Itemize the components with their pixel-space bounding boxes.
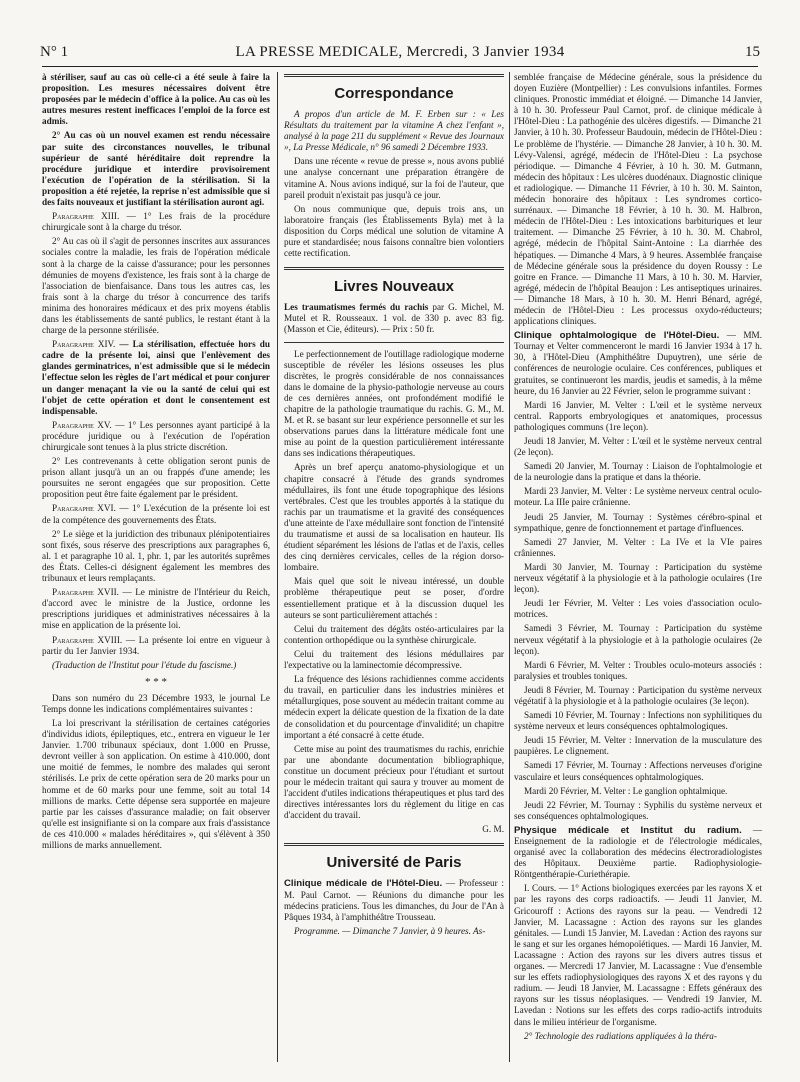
book-details: par G. Michel, M. Mutel et R. Rousseaux. 1 vol. de 330 p. avec 83 fig. (Masson et Cie, éditeurs). — Prix : 50 fr. [284,302,505,335]
subheading: Physique médicale et Institut du radium. [514,824,742,836]
paragraph: 2° Les contrevenants à cette obligation seront punis de prison allant jusqu'à un an ou frappés d'une amende; les poursuites ne seront engagées que sur proposition. Cette proposition peut être faite également par le président. [42,456,270,500]
paragraph-text: — MM. Tournay et Velter commenceront le mardi 16 Janvier 1934 à 17 h. 30, à l'Hôtel-Dieu (Amphithéâtre Dupuytren), une série de conférences de neurologie oculaire. Ces conférences, publiques et gratuites, se continueront les mardis, jeudis et samedis, à la même heure, du 16 Janvier au 22 Février, selon le programme suivant : [514,330,763,396]
paragraph [42,339,270,417]
paragraph [284,878,504,922]
paragraph: Celui du traitement des dégâts ostéo-articulaires par la contention orthopédique ou la synthèse chirurgicale. [284,623,504,645]
page-header [40,44,760,68]
livres-heading: Livres Nouveaux [333,278,455,296]
paragraph [514,825,762,880]
paragraph-text: — Professeur : M. Paul Carnot. — Réunions du dimanche pour les médecins praticiens. Tous les dimanches, du Jour de l'An à Pâques 1934, à l'amphithéâtre Trousseau. [284,878,504,922]
list-item: Samedi 27 Janvier, M. Velter : La IVe et la VIe paires crâniennes. [514,536,762,558]
paragraph: I. Cours. — 1° Actions biologiques exercées par les rayons X et par les rayons des corps radioactifs. — Jeudi 11 Janvier, M. Gricouroff : Actions des rayons sur la peau. — Vendredi 12 Janvier, M. Lacassagne : Action des rayons sur les glandes génitales. — Lundi 15 Janvier, M. Lavedan : Action des rayons sur le sang et sur les organes hémopoïétiques. — Mardi 16 Janvier, M. Lacassagne : Action des rayons sur les divers autres tissus et organes. — Mercredi 17 Janvier, M. Lacassagne : Vue d'ensemble sur les effets radiophysiologiques des rayons X et des rayons γ du radium. — Jeudi 18 Janvier, M. Lacassagne : Effets généraux des rayons sur les tissus néoplasiques. — Vendredi 19 Janvier, M. Lavedan : Notions sur les effets des corps radio-actifs introduits dans le milieu intérieur de l'organisme. [514,883,762,1027]
list-item: Samedi 20 Janvier, M. Tournay : Liaison de l'ophtalmologie et de la neurologie dans la pratique et dans la théorie. [514,461,762,483]
list-item: Samedi 3 Février, M. Tournay : Participation du système nerveux végétatif à la physiologie et à la pathologie oculaires (2e leçon). [514,623,762,656]
paragraph: 2° Au cas où un nouvel examen est rendu nécessaire par suite des circonstances nouvelles, le tribunal supérieur de santé héréditaire doit reprendre la procédure juridique et interdire provisoirement l'exécution de l'opération de la stérilisation. Si la proposition a été rejetée, la reprise n'est admissible que si des faits nouveaux et justifiant la stérilisation auront agi. [42,130,270,208]
paragraph: Celui du traitement des lésions médullaires par l'expectative ou la laminectomie décompressive. [284,648,504,671]
paragraph: semblée française de Médecine générale, sous la présidence du doyen Euzière (Montpellier) : Les convulsions infantiles. Formes cliniques. Pronostic immédiat et éloigné. — Dimanche 14 Janvier, à 10 h. 30. Professeur Paul Carnot, prof. de clinique médicale à l'Hôtel-Dieu : La pathogénie des ulcères digestifs. — Dimanche 21 Janvier, à 10 h. 30. Professeur Baudouin, médecin de l'Hôtel-Dieu : Le problème de l'hystérie. — Dimanche 28 Janvier, à 10 h. 30. M. Lévy-Valensi, agrégé, médecin de l'Hôtel-Dieu : La psychose périodique. — Dimanche 4 Février, à 10 h. 30. M. Gutmann, médecin des hôpitaux : Les ulcères duodénaux. Diagnostic clinique et radiologique. — Dimanche 11 Février, à 10 h. 30. M. Sainton, médecin honoraire des hôpitaux : Les syndromes cortico-surrénaux. — Dimanche 18 Février, à 10 h. 30. M. Halbron, médecin de l'Hôtel-Dieu : Les intoxications barbituriques et leur traitement. — Dimanche 25 Février, à 10 h. 30. M. Chabrol, agrégé, médecin de l'hôpital Saint-Antoine : La diarrhée des hépatiques. — Dimanche 4 Mars, à 9 heures. Assemblée française de Médecine générale sous la présidence du doyen Roussy : Le goitre en France. — Dimanche 11 Mars, à 10 h. 30. M. Harvier, agrégé, médecin de l'hôpital Beaujon : Les antiseptiques urinaires. — Dimanche 18 Mars, à 10 h. 30. M. Henri Bénard, agrégé, médecin de l'Hôtel-Dieu : Les processus oxydo-réducteurs; applications cliniques. [514,72,762,327]
column-divider-2 [509,72,510,1062]
book-title: Les traumatismes fermés du rachis [284,302,429,313]
paragraph [42,503,270,525]
paragraph-text: — Le ministre de l'Intérieur du Reich, d'accord avec le ministre de la Justice, ordonne les prescriptions juridiques et administratives nécessaires à la mise en application de la présente loi. [42,587,270,631]
header-rule [42,66,758,67]
correspondance-heading: Correspondance [334,85,454,102]
list-item: Mardi 20 Février, M. Velter : Le ganglion ophtalmique. [524,785,728,796]
paragraph: 2° Technologie des radiations appliquées à la théra- [524,1030,717,1041]
list-item: Samedi 17 Février, M. Tournay : Affections nerveuses d'origine vasculaire et leurs conséquences ophtalmologiques. [514,760,762,782]
paragraph: Le perfectionnement de l'outillage radiologique moderne susceptible de révéler les lésions osseuses les plus discrètes, le progrès considérable de nos connaissances dans le domaine de la physio-pathologie nerveuse au cours de ces dernières années, ont profondément modifié le chapitre de la pathologie traumatique du rachis. G. M., M. M. et R. se basant sur leur expérience personnelle et sur les observations parues dans la littérature médicale font une mise au point de la question particulièrement intéressante dans ses indications thérapeutiques. [284,348,504,459]
paragraph [42,420,270,453]
paragraph: à stériliser, sauf au cas où celle-ci a été seule à faire la proposition. Les mesures nécessaires doivent être proposées par le médecin d'office à la police. Au cas où les autres mesures restent inefficaces l'emploi de la force est admis. [42,72,270,127]
paragraph-text: — 1° Les frais de la procédure chirurgicale sont à la charge du trésor. [42,211,270,233]
list-item: Mardi 6 Février, M. Velter : Troubles oculo-moteurs associés : paralysies et troubles toniques. [514,659,762,681]
list-item: Mardi 16 Janvier, M. Velter : L'œil et le système nerveux central. Rapports embryologiques et anatomiques, processus pathologiques communs (1re leçon). [514,399,762,432]
paragraph-text: — 1° L'exécution de la présente loi est de la compétence des gouvernements des États. [42,503,270,525]
list-item: Samedi 10 Février, M. Tournay : Infections non syphilitiques du système nerveux et leurs conséquences ophtalmologiques. [514,710,762,732]
paragraph-label: Paragraphe XIV. [52,339,116,350]
list-item: Mardi 23 Janvier, M. Velter : Le système nerveux central oculo-moteur. La IIIe paire crânienne. [514,486,762,508]
paragraph-text: — La présente loi entre en vigueur à partir du 1er Janvier 1934. [42,634,270,656]
journal-title: LA PRESSE MEDICALE, Mercredi, 3 Janvier 1934 [235,44,565,60]
list-item: Jeudi 22 Février, M. Tournay : Syphilis du système nerveux et ses conséquences ophtalmologiques. [514,799,762,821]
paragraph-label: Paragraphe XVIII. [52,634,123,645]
subheading: Clinique médicale de l'Hôtel-Dieu. [284,878,443,890]
paragraph: 2° Au cas où il s'agit de personnes inscrites aux assurances sociales contre la maladie, les frais de l'opération médicale sont à la charge de la caisse d'assurance; pour les personnes démunies de moyens d'existence, les frais sont à la charge de l'association de bienfaisance. Dans tous les autres cas, les frais sont à la charge du trésor à concurrence des tarifs minima des honoraires médicaux et des prix moyens établis dans les établissements de santé publics, le restant étant à la charge de la personne stérilisée. [42,236,270,336]
column-3 [514,72,762,1045]
paragraph-text: — 1° Les personnes ayant participé à la procédure juridique ou à l'exécution de l'opération chirurgicale sont tenues à la plus stricte discrétion. [42,419,270,452]
paragraph: Après un bref aperçu anatomo-physiologique et un chapitre consacré à l'étude des grands syndromes médullaires, ils font une étude topographique des lésions vertébrales. C'est que les troubles apportés à la statique du rachis par un traumatisme et la gravité des conséquences d'une atteinte de l'axe médullaire sont fonction de l'intensité du traumatisme et aussi de sa localisation en hauteur. Ils étudient séparément les lésions de l'atlas et de l'axis, celles des cinq dernières cervicales, celles de la région dorso-lombaire. [284,462,504,573]
list-item: Jeudi 1er Février, M. Velter : Les voies d'association oculo-motrices. [514,598,762,620]
section-rule [284,74,504,77]
translation-note: (Traduction de l'Institut pour l'étude du fascisme.) [52,659,237,670]
section-rule [284,843,504,846]
paragraph [42,635,270,657]
issue-number: N° 1 [40,44,69,60]
book-reference [284,302,504,335]
paragraph-text: — Enseignement de la radiologie et de l'électrologie médicales, organisé avec la collaboration des médecins électroradiologistes des Hôpitaux. Deuxième partie. Radiophysiologie-Röntgenthérapie-Curiethérapie. [514,824,762,880]
paragraph: Dans une récente « revue de presse », nous avons publié une analyse concernant une préparation étrangère de vitamine A. Nous avions indiqué, sur la foi de l'auteur, que pareil produit n'existait pas jusqu'à ce jour. [284,156,504,200]
subheading: Clinique ophtalmologique de l'Hôtel-Dieu. [514,330,720,342]
paragraph-text: — La stérilisation, effectuée hors du cadre de la présente loi, ainsi que l'enlèvement des glandes germinatrices, n'est admissible que si le médecin l'effectue selon les règles de l'art médical et pour conjurer un danger menaçant la vie ou la santé de celui qui est l'objet de cette opération et dont le consentement est indispensable. [42,339,270,416]
page-number: 15 [745,44,760,60]
paragraph [42,211,270,233]
universite-heading: Université de Paris [326,854,462,872]
list-item: Jeudi 15 Février, M. Velter : Innervation de la musculature des paupières. Le clignement. [514,735,762,757]
paragraph: La fréquence des lésions rachidiennes comme accidents du travail, en particulier dans les industries minières et métallurgiques, pose souvent au médecin traitant comme au médecin expert la délicate question de la fixation de la date de consolidation et du pourcentage d'invalidité; un chapitre important a été consacré à cette étude. [284,674,504,740]
paragraph: Programme. — Dimanche 7 Janvier, à 9 heures. As- [294,925,486,936]
list-item: Mardi 30 Janvier, M. Tournay : Participation du système nerveux végétatif à la physiologie et à la pathologie oculaires (1re leçon). [514,561,762,595]
paragraph: Cette mise au point des traumatismes du rachis, enrichie par une abondante documentation bibliographique, constitue un document précieux pour l'étudiant et surtout pour le médecin traitant qui saura y trouver au moment de l'accident d'utiles indications thérapeutiques et plus tard des directives intéressantes lors du règlement du litige en cas d'accident du travail. [284,743,504,821]
paragraph: Mais quel que soit le niveau intéressé, un double problème thérapeutique peut se poser, d'ordre essentiellement pratique et à la discussion duquel les auteurs se sont particulièrement attachés : [284,576,504,620]
paragraph: 2° Le siège et la juridiction des tribunaux plénipotentiaires sont fixés, sous réserve des prescriptions aux paragraphes 6, al. 1 et paragraphe 10 al. 1, phr. 1, par les autorités suprêmes des États. Celles-ci désignent également les membres des tribunaux et leurs remplaçants. [42,528,270,584]
paragraph-label: Paragraphe XVI. [52,503,116,514]
paragraph: A propos d'un article de M. F. Erben sur : « Les Résultats du traitement par la vitamine A chez l'enfant », analysé à la page 211 du supplément « Revue des Journaux », La Presse Médicale, n° 96 samedi 2 Décembre 1933. [284,109,504,153]
paragraph-label: Paragraphe XV. [52,419,112,430]
paragraph-label: Paragraphe XVII. [52,587,119,598]
column-divider-1 [277,72,278,1062]
paragraph-label: Paragraphe XIII. [52,211,120,222]
column-1 [42,72,270,854]
section-stars: * * * [145,675,167,688]
list-item: Jeudi 25 Janvier, M. Tournay : Systèmes cérébro-spinal et sympathique, genre de fonctionnement et partage d'influences. [514,511,762,533]
paragraph: Dans son numéro du 23 Décembre 1933, le journal Le Temps donne les indications complémentaires suivantes : [42,692,270,714]
paragraph: On nous communique que, depuis trois ans, un laboratoire français (les Établissements Byla) met à la disposition du Corps médical une solution de vitamine A pure et standardisée; nous faisons connaître bien volontiers cette rectification. [284,203,504,259]
paragraph [514,330,762,397]
divider [284,342,504,343]
column-2 [284,72,504,940]
list-item: Jeudi 8 Février, M. Tournay : Participation du système nerveux végétatif à la physiologie et à la pathologie oculaires (3e leçon). [514,684,762,706]
section-rule [284,267,504,270]
paragraph [42,587,270,631]
review-signature: G. M. [482,824,504,835]
list-item: Jeudi 18 Janvier, M. Velter : L'œil et le système nerveux central (2e leçon). [514,436,762,458]
paragraph: La loi prescrivant la stérilisation de certaines catégories d'individus idiots, épileptiques, etc., entrera en vigueur le 1er Janvier. 1.700 tribunaux spéciaux, dont 1.000 en Prusse, devront veiller à son application. On estime à 410.000, dont une moitié de femmes, le nombre des malades qui seront stérilisés. Le prix de cette opération sera de 20 marks pour un homme et de 60 marks pour une femme, soit au total 14 millions de marks. Cette dépense sera supportée en majeure partie par les caisses d'assurance maladie; on fait observer qu'elle est insignifiante si on la compare aux frais d'assistance de ces 410.000 « malades héréditaires », qui s'élèvent à 350 millions de marks annuellement. [42,717,270,850]
